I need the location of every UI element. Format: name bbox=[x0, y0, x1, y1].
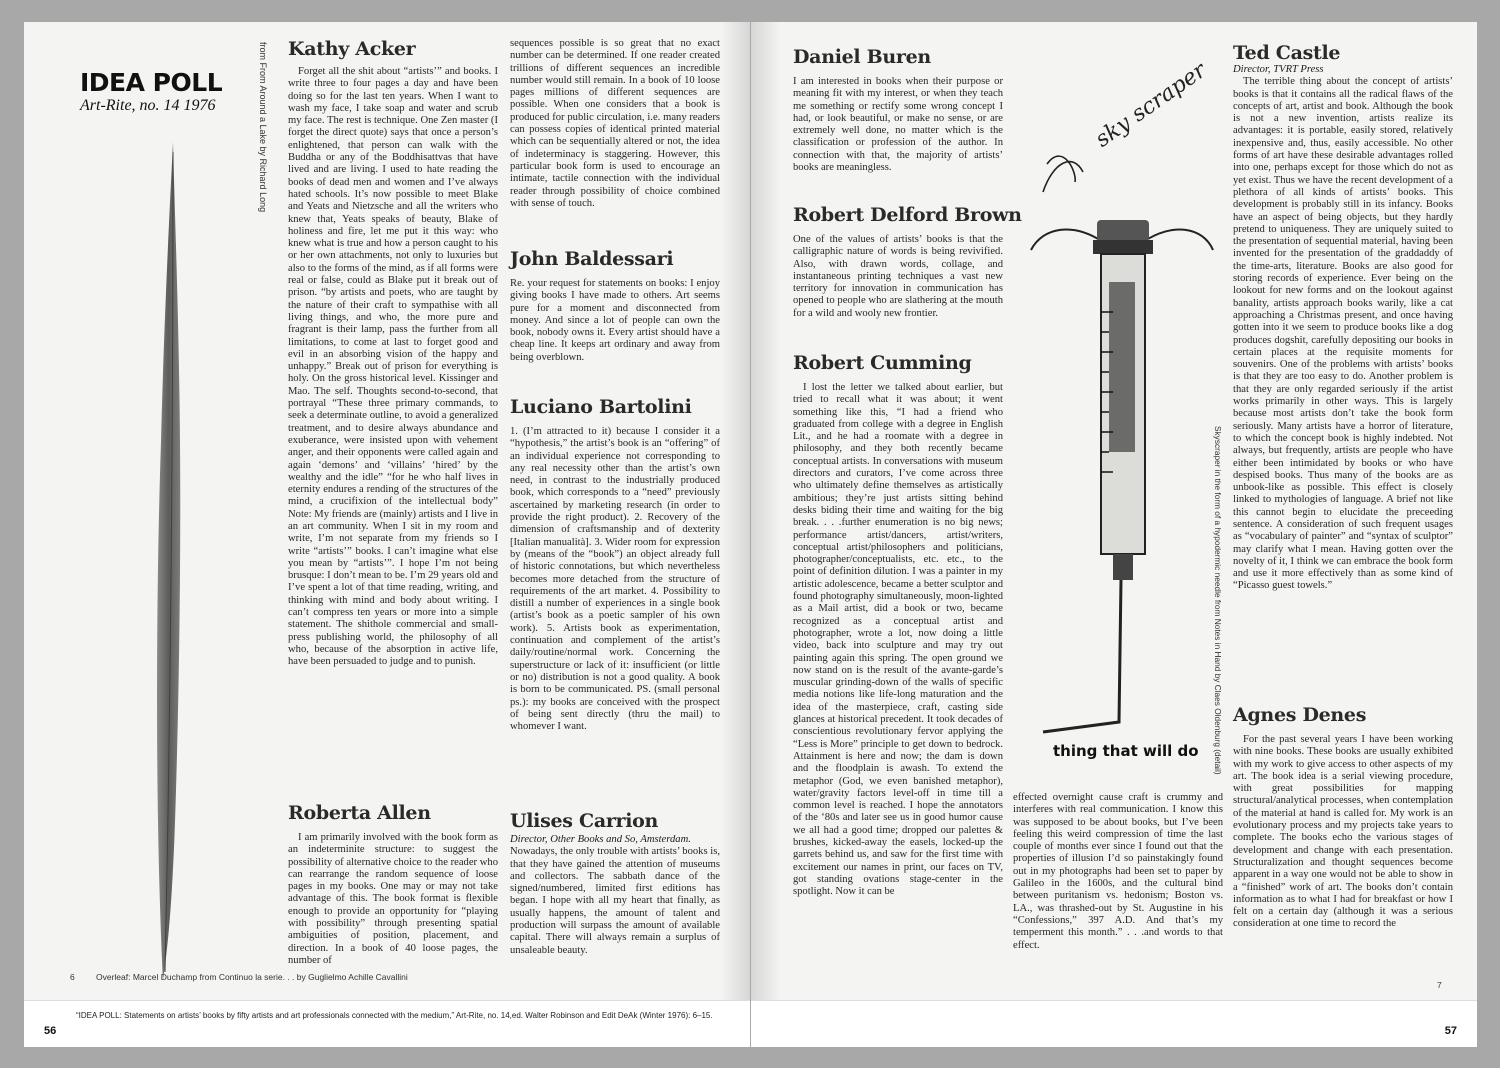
right-footer bbox=[751, 1000, 1477, 1047]
left-footer bbox=[24, 1000, 750, 1047]
page-number-left: 56 bbox=[44, 1025, 57, 1037]
idea-poll-title: IDEA POLL bbox=[80, 68, 223, 97]
carrion-entry bbox=[510, 810, 720, 970]
gutter-shadow bbox=[751, 22, 781, 1047]
allen-entry bbox=[288, 802, 498, 967]
cumming-continued bbox=[1013, 792, 1223, 978]
drawing-bottom-text: thing that will do bbox=[1053, 742, 1199, 760]
idea-poll-header bbox=[80, 68, 222, 115]
allen-heading: Roberta Allen bbox=[288, 802, 431, 824]
carrion-affiliation: Director, Other Books and So, Amsterdam. bbox=[510, 834, 691, 845]
castle-entry bbox=[1233, 42, 1453, 692]
baldessari-entry bbox=[510, 248, 720, 390]
citation: “IDEA POLL: Statements on artists’ books by fifty artists and art professionals connected with the medium,” Art-Rite, no. 14,ed. Walter Robinson and Edit DeAk (Winter 1976): 6–15. bbox=[76, 1011, 713, 1020]
baldessari-heading: John Baldessari bbox=[510, 248, 674, 270]
bartolini-text: 1. (I’m attracted to it) because I consider it a “hypothesis,” the artist’s book is an “offering” of an individual experience not corresponding to any real necessity other than the artist’s own need, in contrast to the industrially produced book, which corresponds to a “need” previously ascertained by marketing research (in order to provide the right product). 2. Recovery of the dimension of craftsmanship and of dexterity [Italian manualità]. 3. Wider room for expression by (means of the “book”) an object already full of historic connotations, but which nevertheless becomes more detached from the structure of requirements of the art market. 4. Possibility to distill a number of experiences in a single book (artist’s book as a poetic sampler of his own work). 5. Artists book as experimentation, continuation and complement of the artist’s daily/routine/normal work. Concerning the superstructure or lack of it: insufficient (or little or no) distribution is not a good quality. A book is born to be communicated. PS. (small personal ps.): my books are conceived with the prospect of being sent directly (thru the mail) to whomever I want. bbox=[510, 426, 720, 733]
brown-entry bbox=[793, 204, 1022, 334]
buren-entry bbox=[793, 46, 1003, 188]
brown-text: One of the values of artists’ books is that the calligraphic nature of words is being revivified. Also, with drawn words, collage, and instantaneous printing techniques a vast new territory for innovation in communication has opened to people who are slathering at the mouth for a wild and wooly new frontier. bbox=[793, 234, 1003, 319]
denes-heading: Agnes Denes bbox=[1233, 704, 1367, 726]
denes-entry bbox=[1233, 704, 1453, 982]
oldenburg-caption: Skyscraper in the form of a hypodermic needle from Notes in Hand by Claes Oldenburg (detail) bbox=[1213, 426, 1223, 775]
denes-text: For the past several years I have been working with nine books. These books are usually exhibited with my work to give access to other aspects of my art. The book idea is a serial viewing procedure, with great possibilities for mapping structural/analytical processes, when contemplation of the material at hand is called for. My work is an evolutionary process and my projects take years to complete. The books echo the various stages of development and change with each presentation. Structuralization and thought sequences become apparent in a way one would not be able to show in a “finished” work of art. The books don’t contain information as to what I had for breakfast or how I felt on a certain day (although it was a serious consideration at one time to record the bbox=[1233, 734, 1453, 930]
allen-cont-text: sequences possible is so great that no exact number can be determined. If one reader created trillions of different sequences an incredible number would still remain. In a book of 10 loose pages millions of different sequences are possible. When one considers that a book is produced for public circulation, i.e. many readers can possess copies of identical printed material which can be sequentially altered or not, the idea of indeterminacy is staggering. However, this particular book form is used to encourage an intimate, tactile connection with the individual reader through possibility of choice combined with sense of touch. bbox=[510, 38, 720, 209]
cumming-cont-text: effected overnight cause craft is crummy and interferes with real communication. I know this was supposed to be about books, but I’ve been feeling this weird compression of time the last couple of months ever since I found out that the properties of illusion I’d so painstakingly found out in my photographs had been set to paper by Galileo in the 1600s, and the cultural bind between puritanism vs. hedonism; Boston vs. LA., was thrashed-out by St. Augustine in his “Confessions,” 397 A.D. And that’s my temperment this month.” . . .and words to that effect. bbox=[1013, 792, 1223, 951]
baldessari-text: Re. your request for statements on books: I enjoy giving books I have made to others. Art seems pure for a moment and disconnected from money. And since a lot of people can own the book, nobody owns it. Every artist should have a cheap line. It keeps art ordinary and away from being overblown. bbox=[510, 278, 720, 363]
sky-scraper-handwriting: sky scraper bbox=[1091, 58, 1211, 153]
castle-affiliation: Director, TVRT Press bbox=[1233, 64, 1324, 75]
carrion-text: Nowadays, the only trouble with artists’ books is, that they have gained the attention of museums and collectors. The sabbath dance of the signed/numbered, limited first editions has began. I hope with all my heart that finally, as usually happens, the amount of talent and production will surpass the amount of available capital. There will always remain a surplus of unsaleable beauty. bbox=[510, 846, 720, 956]
page-number-right: 57 bbox=[1444, 1025, 1457, 1037]
acker-text: Forget all the shit about “artists’” and books. I write three to four pages a day and have been doing so for the last ten years. When I want to wash my face, I take soap and water and scrub my face. The rest is technique. One Zen master (I forget the direct quote) says that once a person’s enlightened, that person can walk with the Buddha or any of the Boddhisattvas that have lived and are living. I used to hate reading the books of dead men and women and I’ve always hated schools. It’s now possible to meet Blake and Yeats and Nietzsche and all the writers who knew that, Yeats speaks of beauty, Blake of holiness and fire, let me put it this way: who knew what is true and how a person caught to his or her own attachments, not only to luxuries but also to the forms of the mind, as if all forms were real or false, could as Blake put it break out of prison. “by artists and poets, who are taught by the nature of their craft to sympathise with all living things, and who, the more pure and fragrant is their lamp, pass the further from all limitations, to come at last to forget good and evil in an absorbing vision of the happy and unhappy.” Break out of prison for everything is holy. On the gross historical level. Kissinger and Mao. The self. Thoughts second-to-second, that portrayal “These three primary commands, to seek a determinate outline, to avoid a generalized treatment, and to desire always abundance and exuberance, were insisted upon with vehement anger, and their opponents were called again and again ‘demons’ and ‘villains’ ‘hired’ by the wealthy and the idle” “for he who half lives in eternity endures a rending of the structures of the mind, a crucifixion of the intellectual body” Note: My friends are (mainly) artists and I live in an art community. When I sit in my room and write, I’m not separate from my friends so I write “artists’” books. I can’t imagine what else you mean by “artists’”. I hope I’m not being brusque: I don’t mean to be. I’m 29 years old and I’ve spent a lot of that time reading, writing, and thinking with mind and body about writing. I can’t compress ten years or more into a simple statement. The shithole commercial and small-press publishing world, the philosophy of all who, because of the absorption in active life, have been persuaded to judge and to punish. bbox=[288, 66, 498, 668]
acker-entry bbox=[288, 38, 498, 766]
syringe-illustration bbox=[1013, 132, 1233, 772]
idea-poll-subtitle: Art-Rite, no. 14 1976 bbox=[80, 97, 216, 114]
bartolini-entry bbox=[510, 396, 720, 782]
acker-heading: Kathy Acker bbox=[288, 38, 416, 60]
inner-page-number-left: 6 bbox=[70, 972, 75, 982]
cumming-heading: Robert Cumming bbox=[793, 352, 972, 374]
brown-heading: Robert Delford Brown bbox=[793, 204, 1022, 226]
bartolini-heading: Luciano Bartolini bbox=[510, 396, 692, 418]
buren-heading: Daniel Buren bbox=[793, 46, 931, 68]
carrion-heading: Ulises Carrion bbox=[510, 810, 659, 832]
buren-text: I am interested in books when their purpose or meaning fit with my interest, or when they teach me something or rectify some wrong concept I had, or look beautiful, or make no sense, or are extremely well done, no matter which is the classification or profession of the author. In connection with that, the majority of artists’ books are meaningless. bbox=[793, 76, 1003, 174]
cumming-entry bbox=[793, 352, 1003, 992]
cumming-text: I lost the letter we talked about earlier, but tried to recall what it was about; it went something like this, “I had a friend who graduated from college with a degree in English Lit., and he had a roomate with a degree in philosophy, and they both recently became conceptual artists. In conversations with museum directors and curators, I’ve come across three who ultimately define themselves as artistically ambitious; they’re just artists sitting behind desks biding their time and waiting for the big break. . . .further enumeration is no big news; performance artist/dancers, artist/writers, conceptual artist/philosophers and politicians, photographer/conceptualists, etc. etc., to the point of definition dilution. I was a painter in my artistic adolescence, became a better sculptor and found photography simultaneously, moon-lighted as a Mail artist, did a book or two, became recognized as a conceptual artist and photographer, wrote a lot, now doing a little video, back into sculpture and may try out painting again this spring. The open ground we now stand on is the result of the avante-garde’s muscular grinding-down of the walls of specific media notions like life-long maturation and the idea of the masterpiece, craft, casting side glances at historical precedent. It took decades of conscientious revolutionary fervor applying the “Less is More” principle to get down to bedrock. Attainment is here and now; the dam is down and the floodplain is awash. To extend the metaphor (God, we even banished metaphor), water/gravity factors level-off in time till a common level is reached. I hope the annotators of the ‘80s and later see us in good humor cause we all had a good time; dropped our palettes & brushes, kicked-away the easels, locked-up the garrets behind us, and saw for the first time with excitement our names in print, our faces on TV, got standing ovations stage-center in the spotlight. Now it can be bbox=[793, 382, 1003, 898]
castle-text: The terrible thing about the concept of artists’ books is that it contains all the radical flaws of the concepts of art, artist and book. Although the book is not a new invention, artists realize its advantages: it is portable, easily stored, relatively inexpensive and, thus, easily accessible. No other forms of art have these desirable advantages rolled into one, perhaps except for those which do not as yet exist. Thus we have the recent development of a plethora of all kinds of artists’ books. This development is probably still in its infancy. Books have an aspect of being objects, but they hardly pretend to uniqueness. They are uniquely suited to the presentation of sequential material, having been invented for the presentation of the graddaddy of the time-arts, literature. Books are also good for storing records of experience. Ever being on the lookout for new forms and on the lookout against banality, artists approach books warily, like a cat approaching a Christmas present, and once having gotten into it we seem to produce books like a dog produces dogshit, carefully depositing our books in certain places at the requisite moments for souvenirs. One of the problems with artists’ books is that they are too easy to do. Another problem is that they are only regarded seriously if the artist works primarily in other ways. This is largely because most artists don’t take the book form seriously. Many artists have a horror of literature, to which the concept book is highly indebted. Not always, but frequently, artists are people who have either been intimidated by books or who have despised books. Thus many of the books are as unbook-like as possible. This effect is closely linked to mythologies of language. A brief not like this cannot begin to elucidate the preceeding sentence. A consideration of such frequent usages as “vocabulary of painter” and “syntax of sculptor” may clarify what I mean. Having gotten over the novelty of it, I think we can embrace the book form and use it more effectively than as some kind of “Picasso guest towels.” bbox=[1233, 76, 1453, 592]
castle-heading: Ted Castle bbox=[1233, 42, 1341, 64]
overleaf-caption: Overleaf: Marcel Duchamp from Continuo la serie. . . by Guglielmo Achille Cavallini bbox=[96, 972, 408, 982]
gutter-shadow bbox=[720, 22, 750, 1047]
right-page bbox=[751, 22, 1477, 1047]
left-page bbox=[24, 22, 750, 1047]
long-caption: from From Around a Lake by Richard Long bbox=[258, 42, 268, 213]
inner-page-number-right: 7 bbox=[1437, 980, 1442, 990]
allen-continued bbox=[510, 38, 720, 234]
allen-text: I am primarily involved with the book form as an indeterminite structure: to suggest the possibility of alternative choice to the reader who can rearrange the random sequence of loose pages in my books. One may or may not take advantage of this. The book format is flexible enough to provide an opportunity for “playing with possibility” through presenting spatial ambiguities of position, placement, and direction. In a book of 40 loose pages, the number of bbox=[288, 832, 498, 966]
grass-blade-image bbox=[139, 142, 199, 982]
